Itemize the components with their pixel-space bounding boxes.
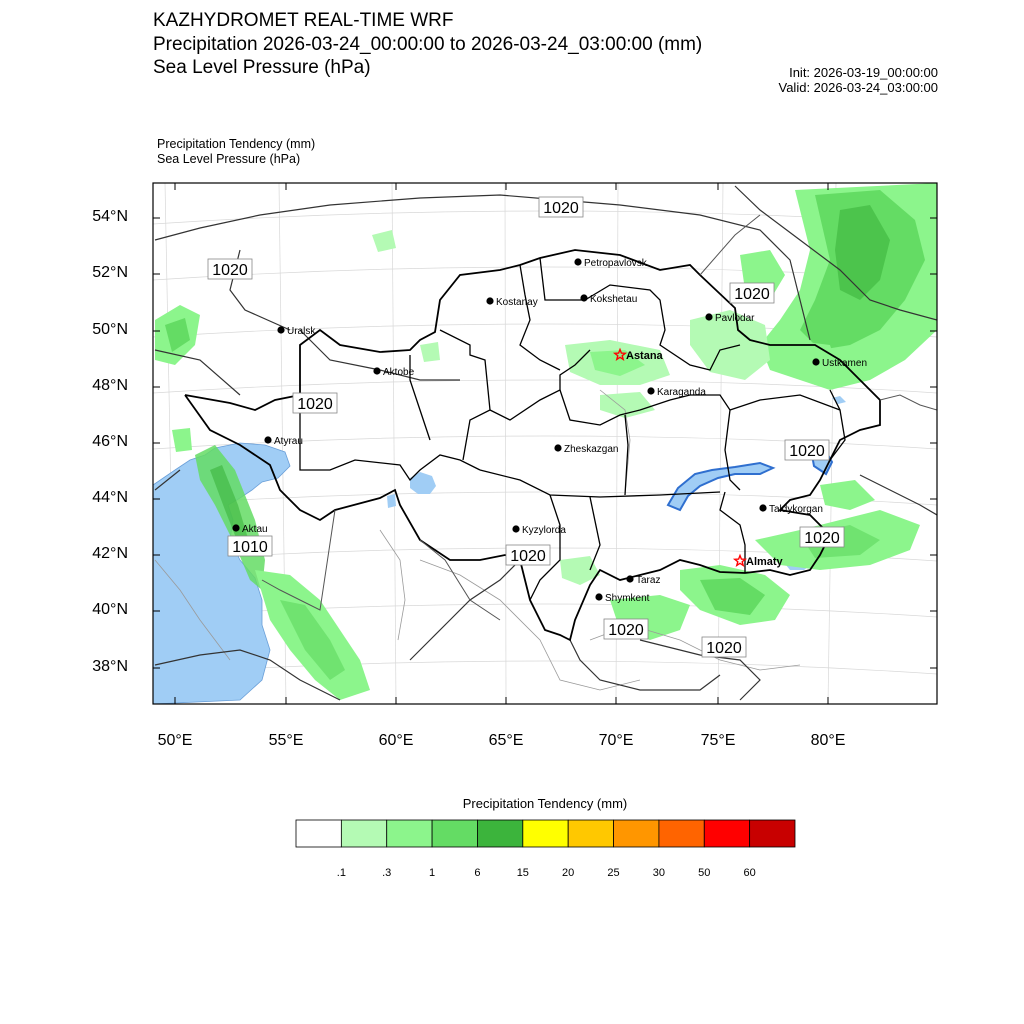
- lon-label: 55°E: [268, 732, 304, 749]
- city-dot-icon: [705, 313, 712, 320]
- city-dot-icon: [232, 524, 239, 531]
- colorbar-tick-label: 50: [698, 867, 711, 879]
- lon-label: 60°E: [378, 732, 414, 749]
- isobar-label: [208, 259, 252, 279]
- colorbar-swatch: [341, 820, 386, 847]
- lat-label: 54°N: [92, 208, 128, 225]
- title-line-2: Precipitation 2026-03-24_00:00:00 to 2026-03-24_03:00:00 (mm): [153, 34, 703, 55]
- city-kokshetau: [580, 294, 637, 305]
- colorbar-swatch: [659, 820, 704, 847]
- city-label: Ustkamen: [822, 358, 868, 369]
- isobar-label: [293, 393, 337, 413]
- city-dot-icon: [264, 436, 271, 443]
- city-almaty: [735, 556, 784, 569]
- colorbar-swatch: [568, 820, 613, 847]
- city-petropavlovsk: [574, 258, 647, 269]
- isobar-value: 1020: [510, 548, 546, 565]
- city-label: Astana: [626, 350, 663, 362]
- colorbar-swatch: [387, 820, 432, 847]
- lat-label: 40°N: [92, 601, 128, 618]
- city-uralsk: [277, 326, 316, 337]
- isobar-value: 1020: [543, 200, 579, 217]
- city-dot-icon: [373, 367, 380, 374]
- valid-time: Valid: 2026-03-24_03:00:00: [778, 80, 938, 95]
- isobar-value: 1020: [297, 396, 333, 413]
- city-kyzylorda: [512, 525, 566, 536]
- isobar-value: 1010: [232, 539, 268, 556]
- colorbar-swatch: [750, 820, 795, 847]
- city-label: Taraz: [636, 575, 661, 586]
- isobar-label: [228, 536, 272, 556]
- city-dot-icon: [580, 294, 587, 301]
- graticule-line: [718, 183, 723, 704]
- city-label: Aktobe: [383, 367, 415, 378]
- city-label: Petropavlovsk: [584, 258, 647, 269]
- city-atyrau: [264, 436, 303, 447]
- colorbar-swatch: [704, 820, 749, 847]
- colorbar-swatch: [296, 820, 341, 847]
- colorbar-swatch: [523, 820, 568, 847]
- isobar-label: [506, 545, 550, 565]
- city-dot-icon: [626, 575, 633, 582]
- city-zheskazgan: [554, 444, 618, 455]
- lat-label: 38°N: [92, 658, 128, 675]
- city-taraz: [626, 575, 660, 586]
- lat-label: 46°N: [92, 433, 128, 450]
- lon-label: 75°E: [700, 732, 736, 749]
- colorbar-swatch: [432, 820, 477, 847]
- lat-label: 50°N: [92, 321, 128, 338]
- city-dot-icon: [574, 258, 581, 265]
- city-karaganda: [647, 387, 706, 398]
- city-label: Kostanay: [496, 297, 538, 308]
- aral-sea-south: [387, 494, 396, 508]
- lon-label: 50°E: [157, 732, 193, 749]
- lake-balkhash: [668, 463, 773, 510]
- init-time: Init: 2026-03-19_00:00:00: [789, 65, 938, 80]
- city-shymkent: [595, 593, 649, 604]
- city-dot-icon: [486, 297, 493, 304]
- city-dot-icon: [812, 358, 819, 365]
- lon-label: 65°E: [488, 732, 524, 749]
- lat-label: 52°N: [92, 264, 128, 281]
- graticule-line: [392, 183, 396, 704]
- colorbar-tick-label: 20: [562, 867, 575, 879]
- isobar-value: 1020: [734, 286, 770, 303]
- city-label: Kokshetau: [590, 294, 638, 305]
- city-label: Uralsk: [287, 326, 316, 337]
- city-aktobe: [373, 367, 414, 378]
- colorbar-swatch: [614, 820, 659, 847]
- isobar-value: 1020: [608, 622, 644, 639]
- colorbar-tick-label: 1: [429, 867, 436, 879]
- city-label: Aktau: [242, 524, 268, 535]
- colorbar-tick-label: 60: [743, 867, 756, 879]
- isobar-value: 1020: [789, 443, 825, 460]
- isobar-label: [604, 619, 648, 639]
- colorbar-tick-label: .1: [336, 867, 346, 879]
- city-label: Shymkent: [605, 593, 650, 604]
- city-kostanay: [486, 297, 537, 308]
- city-dot-icon: [759, 504, 766, 511]
- graticule-line: [505, 183, 506, 704]
- city-dot-icon: [595, 593, 602, 600]
- isobar-value: 1020: [212, 262, 248, 279]
- city-dot-icon: [512, 525, 519, 532]
- subtitle-precip: Precipitation Tendency (mm): [157, 137, 316, 151]
- colorbar-tick-label: 15: [516, 867, 529, 879]
- isobar-value: 1020: [804, 530, 840, 547]
- lon-label: 80°E: [810, 732, 846, 749]
- isobar-label: [539, 197, 583, 217]
- lat-label: 48°N: [92, 377, 128, 394]
- city-dot-icon: [647, 387, 654, 394]
- city-label: Taldykorgan: [769, 504, 823, 515]
- colorbar-swatch: [477, 820, 522, 847]
- capital-star-icon: [735, 556, 745, 566]
- city-label: Zheskazgan: [564, 444, 619, 455]
- city-dot-icon: [277, 326, 284, 333]
- city-label: Pavlodar: [715, 313, 755, 324]
- colorbar-tick-label: 25: [607, 867, 620, 879]
- lon-label: 70°E: [598, 732, 634, 749]
- colorbar-tick-label: .3: [382, 867, 392, 879]
- isobar-value: 1020: [706, 640, 742, 657]
- city-taldykorgan: [759, 504, 823, 515]
- colorbar-tick-label: 30: [652, 867, 666, 879]
- lat-label: 44°N: [92, 489, 128, 506]
- title-line-3: Sea Level Pressure (hPa): [153, 57, 371, 78]
- colorbar-tick-label: 6: [474, 867, 481, 879]
- city-label: Karaganda: [657, 387, 706, 398]
- isobar-label: [730, 283, 774, 303]
- isobar-label: [785, 440, 829, 460]
- lat-label: 42°N: [92, 545, 128, 562]
- isobar-label: [800, 527, 844, 547]
- city-label: Atyrau: [274, 436, 303, 447]
- title-line-1: KAZHYDROMET REAL-TIME WRF: [153, 10, 454, 31]
- isobar-label: [702, 637, 746, 657]
- graticule-line: [153, 661, 937, 674]
- subtitle-slp: Sea Level Pressure (hPa): [157, 152, 301, 166]
- city-label: Almaty: [746, 556, 783, 568]
- colorbar-title: Precipitation Tendency (mm): [462, 796, 628, 811]
- city-label: Kyzylorda: [522, 525, 566, 536]
- city-dot-icon: [554, 444, 561, 451]
